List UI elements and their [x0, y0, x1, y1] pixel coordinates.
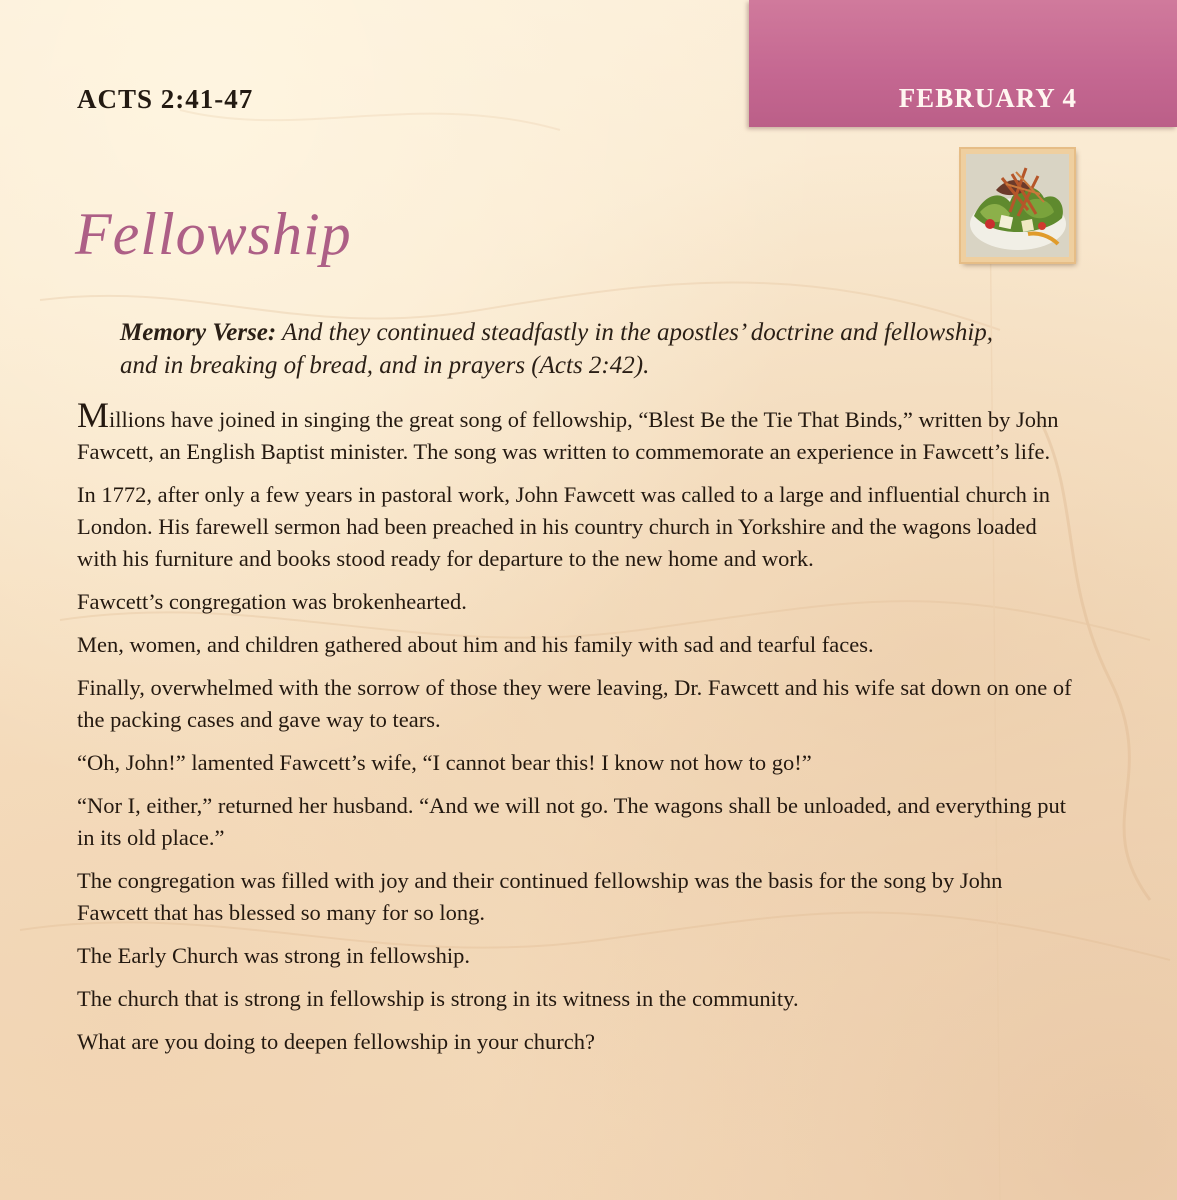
memory-verse	[120, 316, 1000, 382]
paragraph-3: Fawcett’s congregation was brokenhearted.	[77, 589, 467, 614]
memory-verse-text: And they continued steadfastly in the apostles’ doctrine and fellowship, and in breaking of bread, and in prayers (Acts 2:42).	[120, 319, 994, 379]
paragraph-10: The church that is strong in fellowship is strong in its witness in the community.	[77, 986, 799, 1011]
scripture-reference: ACTS 2:41-47	[77, 84, 254, 114]
paragraph-11: What are you doing to deepen fellowship in your church?	[77, 1029, 595, 1054]
date-label: FEBRUARY 4	[898, 83, 1077, 113]
salad-icon	[966, 154, 1069, 257]
paragraph-9: The Early Church was strong in fellowship.	[77, 943, 471, 968]
paragraph-1	[77, 395, 1077, 468]
paragraph-2: In 1772, after only a few years in pastoral work, John Fawcett was called to a large and influential church in London. His farewell sermon had been preached in his country church in Yorkshire and the wagons loaded with his furniture and books stood ready for departure to the new home and work.	[77, 482, 1051, 571]
paragraph-6: “Oh, John!” lamented Fawcett’s wife, “I cannot bear this! I know not how to go!”	[77, 750, 812, 775]
date-band	[749, 0, 1177, 127]
paragraph-1-text: illions have joined in singing the great song of fellowship, “Blest Be the Tie That Binds,” written by John Fawcett, an English Baptist minister. The song was written to commemorate an experience in Fawcett’s life.	[77, 407, 1059, 464]
drop-cap: M	[77, 395, 110, 435]
salad-photo	[961, 149, 1074, 262]
paragraph-5: Finally, overwhelmed with the sorrow of those they were leaving, Dr. Fawcett and his wife sat down on one of the packing cases and gave way to tears.	[77, 675, 1072, 732]
paragraph-4: Men, women, and children gathered about him and his family with sad and tearful faces.	[77, 632, 874, 657]
memory-verse-label: Memory Verse:	[120, 319, 277, 346]
paragraph-7: “Nor I, either,” returned her husband. “And we will not go. The wagons shall be unloaded, and everything put in its old place.”	[77, 793, 1067, 850]
paragraph-8: The congregation was filled with joy and their continued fellowship was the basis for the song by John Fawcett that has blessed so many for so long.	[77, 868, 1003, 925]
devotional-body	[77, 395, 1077, 1069]
page-title: Fellowship	[75, 201, 352, 267]
